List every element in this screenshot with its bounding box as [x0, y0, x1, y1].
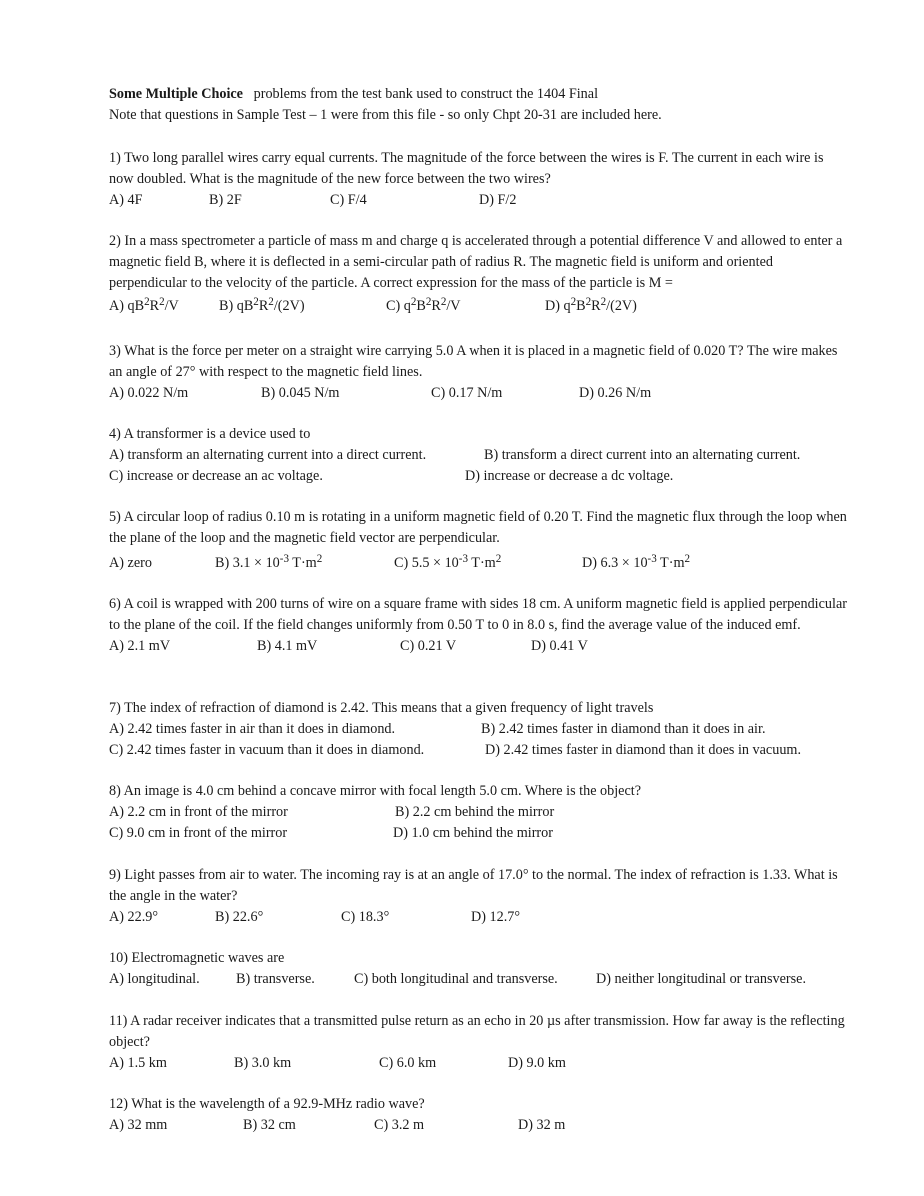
- option-b: B) 3.0 km: [234, 1054, 292, 1071]
- option-a: A) 2.42 times faster in air than it does in diamond.: [109, 720, 396, 737]
- option-c: C) increase or decrease an ac voltage.: [109, 467, 323, 484]
- option-b: B) 4.1 mV: [257, 637, 318, 654]
- option-c: C) 6.0 km: [379, 1054, 437, 1071]
- document-header: [109, 84, 662, 126]
- option-d: D) 12.7°: [471, 908, 521, 925]
- options-row: [109, 636, 849, 657]
- option-d: D) 0.41 V: [531, 637, 588, 654]
- option-c: C) 18.3°: [341, 908, 390, 925]
- option-a: A) zero: [109, 554, 152, 571]
- option-c: C) F/4: [330, 191, 367, 208]
- option-a: A) longitudinal.: [109, 970, 200, 987]
- question-text: 7) The index of refraction of diamond is 2.42. This means that a given frequency of light travels: [109, 700, 654, 716]
- question-7: [109, 698, 849, 760]
- option-d: D) 9.0 km: [508, 1054, 566, 1071]
- option-c: C) $5.5 \times 10^{-3}$ $T\cdot m^2$: [394, 552, 502, 571]
- question-2: [109, 231, 849, 317]
- header-note: Note that questions in Sample Test – 1 were from this file - so only Chpt 20-31 are included here.: [109, 106, 662, 123]
- question-3: [109, 341, 849, 403]
- question-text: 9) Light passes from air to water. The incoming ray is at an angle of 17.0° to the normal. The index of refraction is 1.33. What is the angle in the water?: [109, 867, 838, 904]
- option-a: A) 2.2 cm in front of the mirror: [109, 803, 288, 820]
- options-row: [109, 802, 849, 823]
- question-4: [109, 424, 849, 486]
- options-row: [109, 969, 849, 990]
- option-a: A) 32 mm: [109, 1116, 168, 1133]
- question-text: 10) Electromagnetic waves are: [109, 950, 285, 966]
- header-title-bold: Some Multiple Choice: [109, 86, 243, 102]
- option-b: B) $qB^2R^2/(2V)$: [219, 296, 305, 315]
- option-a: A) transform an alternating current into a direct current.: [109, 446, 427, 463]
- question-text: 8) An image is 4.0 cm behind a concave mirror with focal length 5.0 cm. Where is the object?: [109, 783, 641, 799]
- question-text: 5) A circular loop of radius 0.10 m is rotating in a uniform magnetic field of 0.20 T. Find the magnetic flux through the loop when the plane of the loop and the magnetic field vector are perpendicular.: [109, 509, 847, 546]
- option-a: A) 4F: [109, 191, 143, 208]
- option-c: C) 0.21 V: [400, 637, 457, 654]
- option-b: B) 32 cm: [243, 1116, 296, 1133]
- option-c: C) 3.2 m: [374, 1116, 425, 1133]
- question-1: [109, 148, 849, 210]
- question-text: 1) Two long parallel wires carry equal currents. The magnitude of the force between the wires is F. The current in each wire is now doubled. What is the magnitude of the new force between the two wires?: [109, 150, 824, 187]
- option-c: C) 2.42 times faster in vacuum than it does in diamond.: [109, 741, 425, 758]
- option-d: D) increase or decrease a dc voltage.: [465, 467, 674, 484]
- question-text: 3) What is the force per meter on a straight wire carrying 5.0 A when it is placed in a magnetic field of 0.020 T? The wire makes an angle of 27° with respect to the magnetic field lines.: [109, 343, 838, 380]
- question-12: [109, 1094, 849, 1136]
- option-b: B) transform a direct current into an alternating current.: [484, 446, 801, 463]
- question-8: [109, 781, 849, 843]
- options-row: [109, 907, 849, 928]
- option-c: C) $q^2B^2R^2/V$: [386, 296, 461, 315]
- option-b: B) 22.6°: [215, 908, 264, 925]
- options-row: [109, 445, 849, 466]
- option-a: A) 2.1 mV: [109, 637, 171, 654]
- question-text: 4) A transformer is a device used to: [109, 426, 311, 442]
- options-row: [109, 466, 849, 487]
- question-text: 2) In a mass spectrometer a particle of mass m and charge q is accelerated through a potential difference V and allowed to enter a magnetic field B, where it is deflected in a semi-circular path of radius R. The magnetic field is uniform and oriented perpendicular to the velocity of the particle. A correct expression for the mass of the particle is M =: [109, 233, 843, 291]
- option-a: A) 22.9°: [109, 908, 159, 925]
- question-text: 12) What is the wavelength of a 92.9-MHz radio wave?: [109, 1096, 425, 1112]
- option-a: A) $qB^2R^2/V$: [109, 296, 179, 315]
- option-d: D) 0.26 N/m: [579, 384, 652, 401]
- header-title-line: [109, 84, 662, 105]
- option-b: B) transverse.: [236, 970, 315, 987]
- question-6: [109, 594, 849, 656]
- option-d: D) 32 m: [518, 1116, 566, 1133]
- option-a: A) 1.5 km: [109, 1054, 167, 1071]
- option-d: D) $6.3 \times 10^{-3}$ $T\cdot m^2$: [582, 552, 691, 571]
- options-row: [109, 1115, 849, 1136]
- option-b: B) 2F: [209, 191, 242, 208]
- options-row: [109, 740, 849, 761]
- option-b: B) 2.2 cm behind the mirror: [395, 803, 555, 820]
- option-d: D) 1.0 cm behind the mirror: [393, 824, 553, 841]
- option-b: B) $3.1 \times 10^{-3}$ $T\cdot m^2$: [215, 552, 323, 571]
- options-row: [109, 553, 849, 574]
- option-d: D) neither longitudinal or transverse.: [596, 970, 806, 987]
- question-text: 11) A radar receiver indicates that a transmitted pulse return as an echo in 20 µs after transmission. How far away is the reflecting object?: [109, 1013, 845, 1050]
- option-b: B) 0.045 N/m: [261, 384, 340, 401]
- option-a: A) 0.022 N/m: [109, 384, 189, 401]
- options-row: [109, 190, 849, 211]
- option-b: B) 2.42 times faster in diamond than it does in air.: [481, 720, 766, 737]
- options-row: [109, 823, 849, 844]
- option-d: D) 2.42 times faster in diamond than it does in vacuum.: [485, 741, 802, 758]
- question-5: [109, 507, 849, 573]
- options-row: [109, 719, 849, 740]
- question-10: [109, 948, 849, 990]
- option-c: C) both longitudinal and transverse.: [354, 970, 558, 987]
- options-row: [109, 1053, 849, 1074]
- header-title-rest: problems from the test bank used to construct the 1404 Final: [253, 86, 599, 102]
- question-9: [109, 865, 849, 927]
- option-d: D) $q^2B^2R^2/(2V)$: [545, 296, 637, 315]
- option-c: C) 0.17 N/m: [431, 384, 503, 401]
- question-text: 6) A coil is wrapped with 200 turns of wire on a square frame with sides 18 cm. A uniform magnetic field is applied perpendicular to the plane of the coil. If the field changes uniformly from 0.50 T to 0 in 8.0 s, find the average value of the induced emf.: [109, 596, 847, 633]
- question-11: [109, 1011, 849, 1073]
- option-c: C) 9.0 cm in front of the mirror: [109, 824, 288, 841]
- options-row: [109, 383, 849, 404]
- options-row: [109, 296, 849, 317]
- option-d: D) F/2: [479, 191, 517, 208]
